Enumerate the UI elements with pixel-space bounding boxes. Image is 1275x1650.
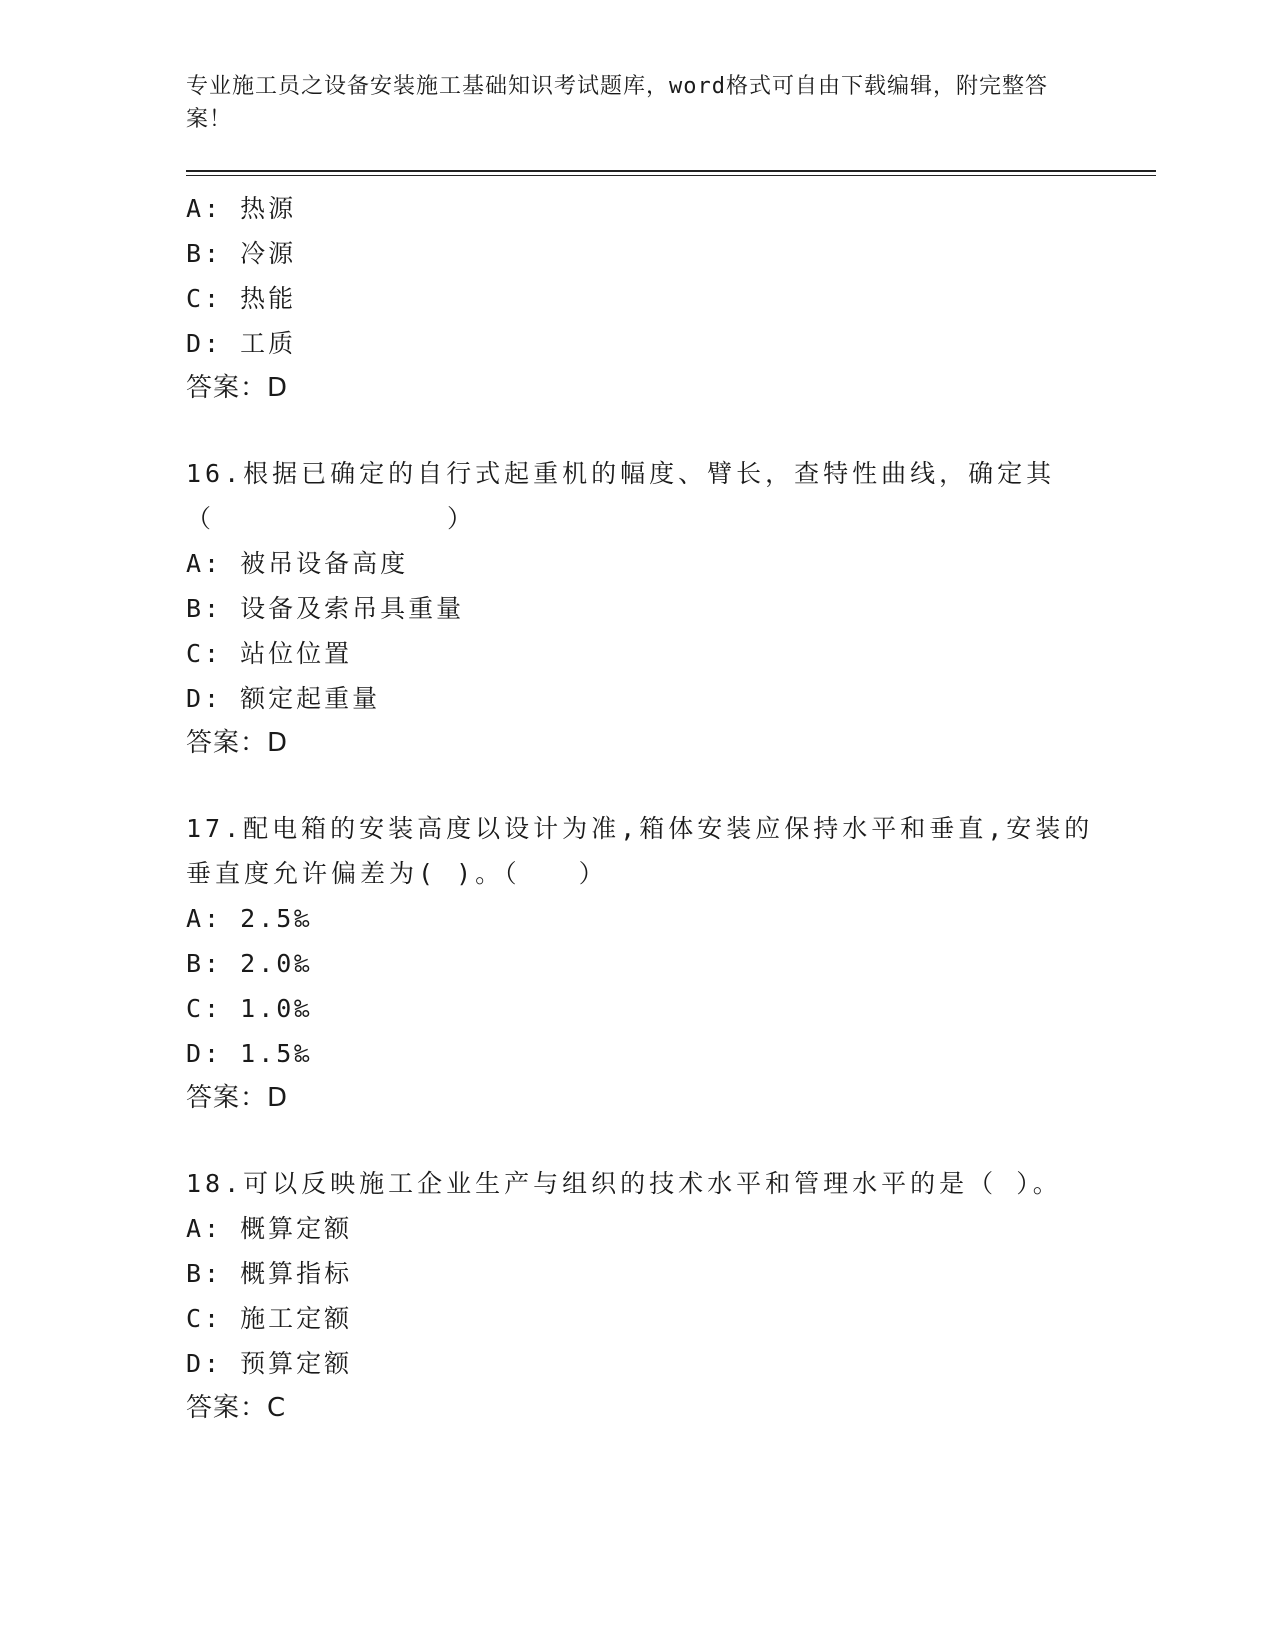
question-stem: 16.根据已确定的自行式起重机的幅度、臂长，查特性曲线，确定其（ ）	[186, 459, 1056, 533]
question-15-options	[186, 186, 1156, 411]
option-c: C: 热能	[186, 284, 297, 313]
option-b: B: 设备及索吊具重量	[186, 594, 465, 623]
option-b: B: 冷源	[186, 239, 297, 268]
header-divider	[186, 170, 1156, 176]
option-d: D: 预算定额	[186, 1349, 353, 1378]
answer-label: 答案：D	[186, 728, 289, 758]
answer-label: 答案：C	[186, 1393, 287, 1423]
option-d: D: 1.5‰	[186, 1039, 313, 1068]
document-page	[186, 70, 1156, 1431]
document-header: 专业施工员之设备安装施工基础知识考试题库，word格式可自由下载编辑，附完整答案！	[186, 74, 1048, 132]
answer-label: 答案：D	[186, 373, 289, 403]
question-17	[186, 806, 1156, 1121]
question-list	[186, 186, 1156, 1431]
answer-label: 答案：D	[186, 1083, 289, 1113]
option-a: A: 热源	[186, 194, 297, 223]
option-a: A: 2.5‰	[186, 904, 313, 933]
option-b: B: 2.0‰	[186, 949, 313, 978]
option-d: D: 工质	[186, 329, 297, 358]
option-a: A: 被吊设备高度	[186, 549, 409, 578]
question-18	[186, 1161, 1156, 1431]
option-a: A: 概算定额	[186, 1214, 353, 1243]
option-c: C: 施工定额	[186, 1304, 353, 1333]
option-c: C: 1.0‰	[186, 994, 313, 1023]
option-d: D: 额定起重量	[186, 684, 381, 713]
option-b: B: 概算指标	[186, 1259, 353, 1288]
question-stem: 17.配电箱的安装高度以设计为准,箱体安装应保持水平和垂直,安装的垂直度允许偏差为( )。（ ）	[186, 814, 1094, 888]
question-16	[186, 451, 1156, 766]
question-stem: 18.可以反映施工企业生产与组织的技术水平和管理水平的是（ ）。	[186, 1169, 1062, 1198]
option-c: C: 站位位置	[186, 639, 353, 668]
